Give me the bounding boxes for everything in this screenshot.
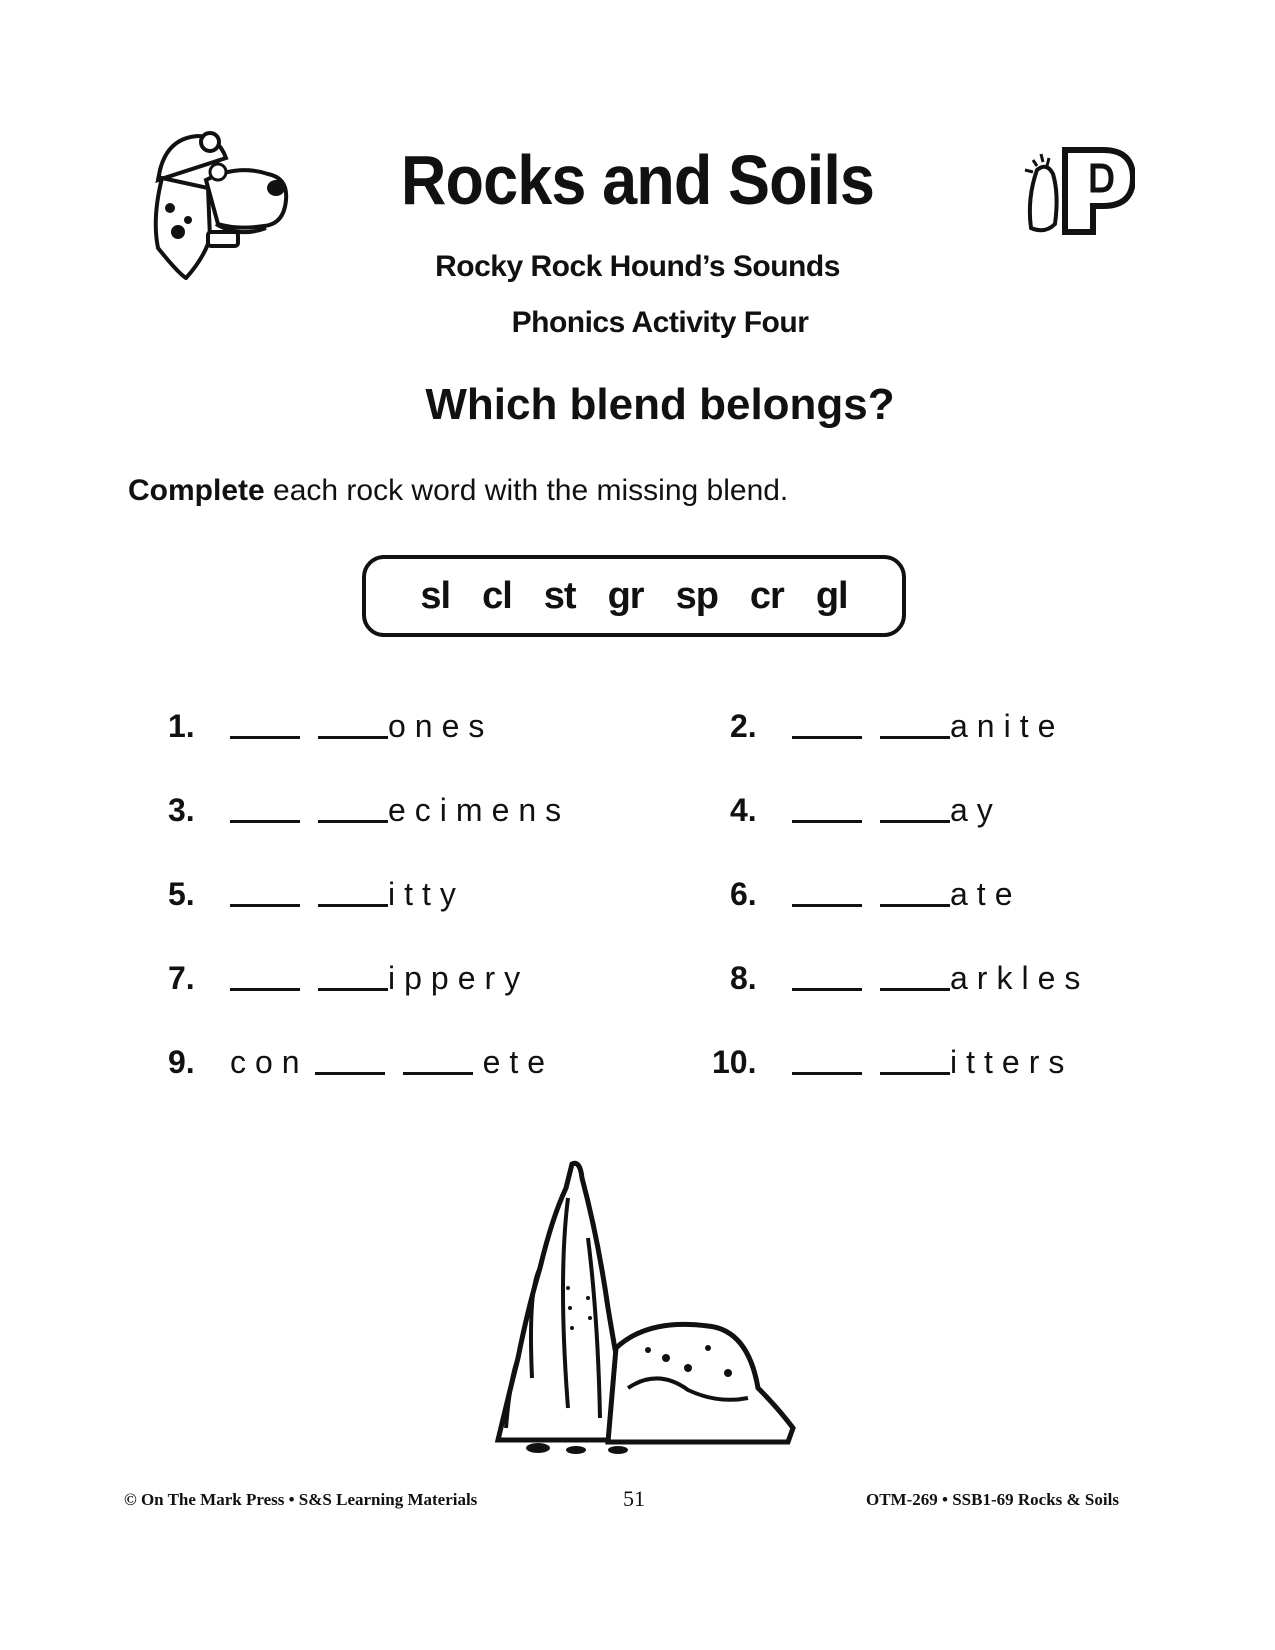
page-subtitle: Rocky Rock Hound’s Sounds xyxy=(435,250,840,283)
exercise-item-7: 7. ippery xyxy=(168,960,530,996)
instruction-text xyxy=(128,474,788,508)
blend-option: gl xyxy=(815,574,848,617)
answer-blank[interactable] xyxy=(792,819,862,823)
answer-blank[interactable] xyxy=(230,819,300,823)
exercise-item-2: 2. anite xyxy=(730,708,1065,744)
penguin-letter-p-icon xyxy=(1015,140,1135,240)
answer-blank[interactable] xyxy=(880,819,950,823)
answer-blank[interactable] xyxy=(792,987,862,991)
page-title: Rocks and Soils xyxy=(400,141,875,219)
answer-blank[interactable] xyxy=(792,903,862,907)
answer-blank[interactable] xyxy=(318,735,388,739)
answer-blank[interactable] xyxy=(315,1071,385,1075)
exercise-item-8: 8. arkles xyxy=(730,960,1090,996)
blend-option: sl xyxy=(420,574,451,617)
blend-option: gr xyxy=(607,574,644,617)
blend-option: cl xyxy=(482,574,512,617)
answer-blank[interactable] xyxy=(230,735,300,739)
answer-blank[interactable] xyxy=(230,903,300,907)
exercise-item-10: 10. itters xyxy=(712,1044,1074,1080)
answer-blank[interactable] xyxy=(792,1071,862,1075)
answer-blank[interactable] xyxy=(792,735,862,739)
rock-spire-illustration xyxy=(488,1158,803,1458)
answer-blank[interactable] xyxy=(318,987,388,991)
instruction-bold: Complete xyxy=(128,474,265,507)
footer-publisher: © On The Mark Press • S&S Learning Materials xyxy=(124,1490,478,1509)
blend-word-bank xyxy=(362,555,906,637)
exercise-item-5: 5. itty xyxy=(168,876,465,912)
instruction-rest: each rock word with the missing blend. xyxy=(264,474,789,507)
answer-blank[interactable] xyxy=(880,903,950,907)
blend-option: cr xyxy=(749,574,784,617)
exercise-item-4: 4. ay xyxy=(730,792,1002,828)
activity-label: Phonics Activity Four xyxy=(511,306,809,339)
answer-blank[interactable] xyxy=(230,987,300,991)
answer-blank[interactable] xyxy=(403,1071,473,1075)
footer-product-code: OTM-269 • SSB1-69 Rocks & Soils xyxy=(866,1490,1119,1509)
exercise-item-3: 3. ecimens xyxy=(168,792,571,828)
answer-blank[interactable] xyxy=(318,903,388,907)
exercise-item-1: 1. ones xyxy=(168,708,494,744)
exercise-item-6: 6. ate xyxy=(730,876,1022,912)
activity-heading: Which blend belongs? xyxy=(425,380,895,429)
blend-option: sp xyxy=(675,574,718,617)
answer-blank[interactable] xyxy=(880,1071,950,1075)
exercise-item-9: 9. con ete xyxy=(168,1044,555,1080)
answer-blank[interactable] xyxy=(880,735,950,739)
answer-blank[interactable] xyxy=(880,987,950,991)
blend-option: st xyxy=(543,574,576,617)
answer-blank[interactable] xyxy=(318,819,388,823)
page-number: 51 xyxy=(623,1486,645,1511)
